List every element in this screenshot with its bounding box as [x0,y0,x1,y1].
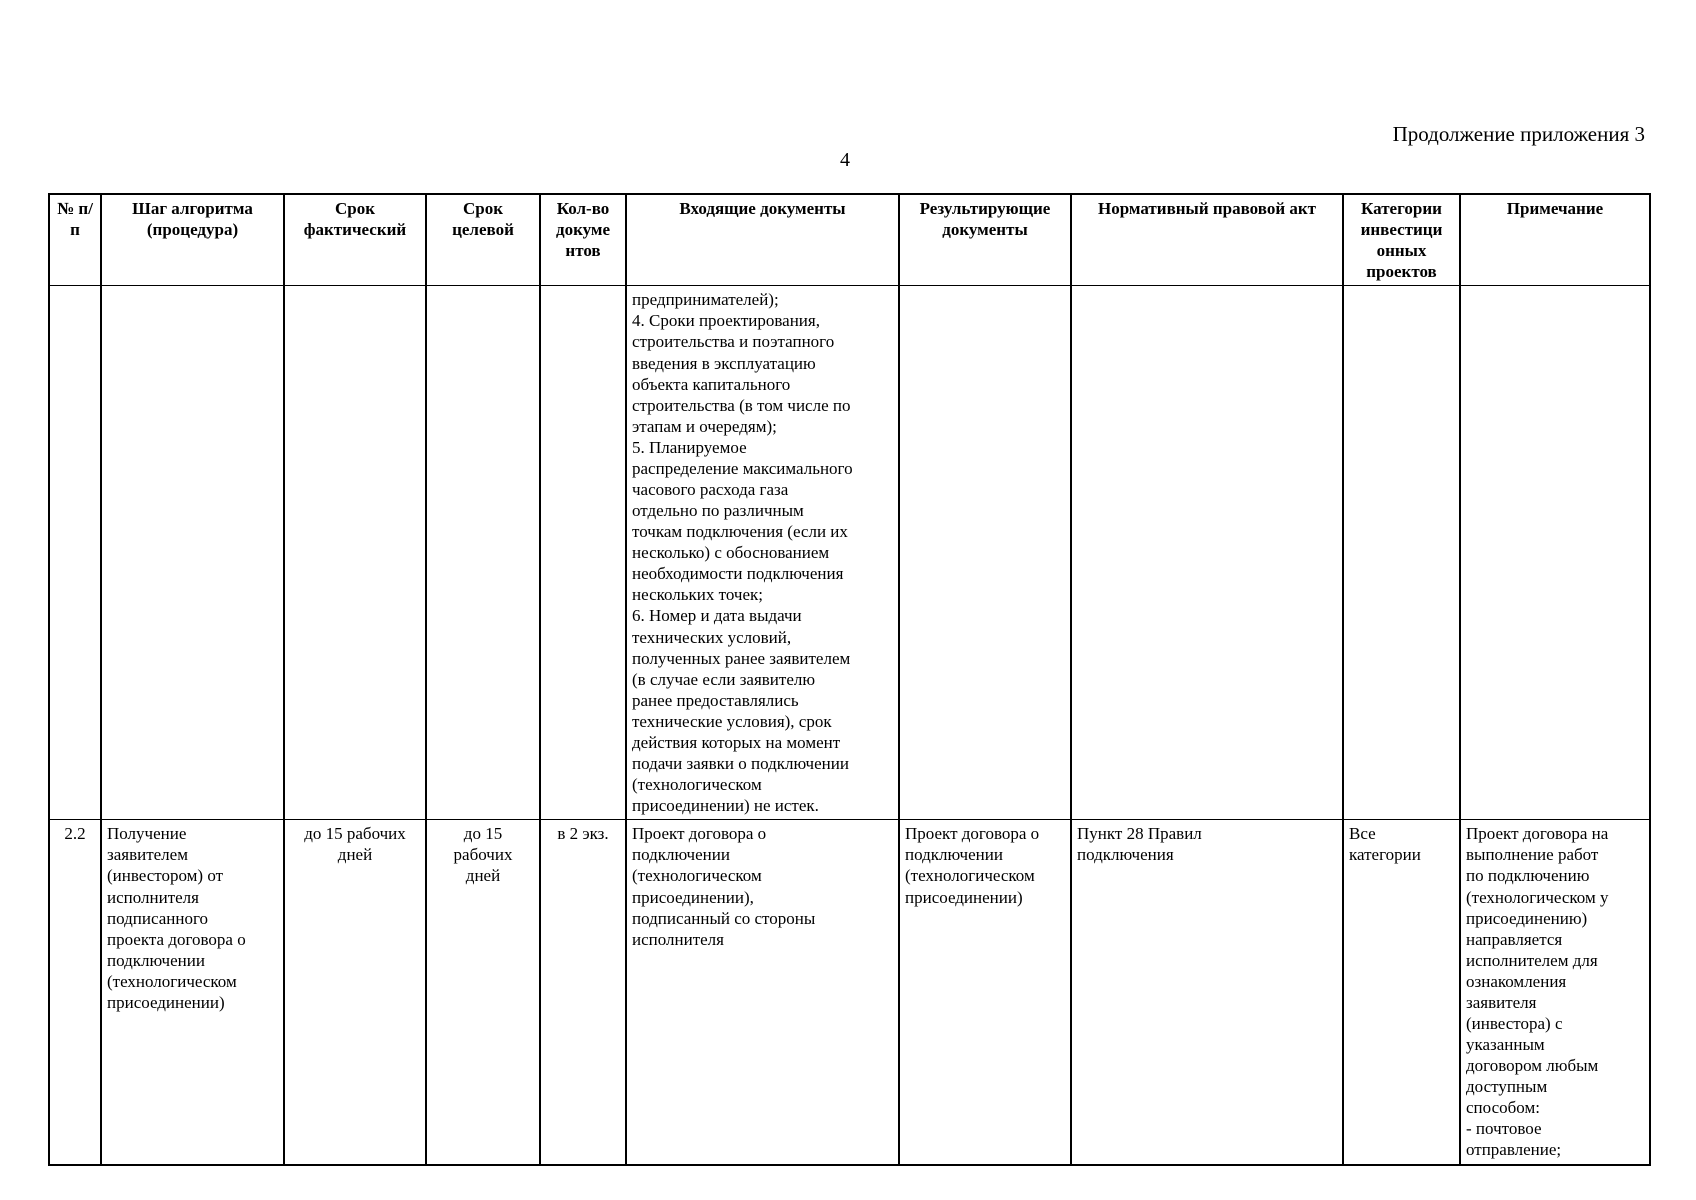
cell-result-docs [899,820,1071,1165]
text-line: (технологическом [905,866,1035,886]
text-line: (технологическом [632,866,762,886]
text-line: технические условия), срок [632,711,832,731]
col-header-step: Шаг алгоритма (процедура) [101,194,284,286]
text-line: полученных ранее заявителем [632,648,851,668]
text-line: несколько) с обоснованием [632,543,830,563]
table-row-2-2 [49,820,1650,1165]
cell-term-target [426,820,540,1165]
col-header-incoming-docs: Входящие документы [626,194,899,286]
text-line: подписанного [107,908,208,928]
text-line: действия которых на момент [632,732,841,752]
cell-number: 2.2 [49,820,101,1165]
table-header-row [49,194,1650,286]
text-line: присоединении) [107,992,225,1012]
col-header-legal-act: Нормативный правовой акт [1071,194,1343,286]
col-header-result-docs: Результирующие документы [899,194,1071,286]
text-line: (в случае если заявителю [632,669,816,689]
text-line: Все [1349,824,1376,844]
text-line: - почтовое [1466,1119,1542,1139]
text-line: присоединении) не истек. [632,796,819,816]
text-line: (технологическом [107,971,237,991]
text-line: подключения [1077,845,1174,865]
text-line: 6. Номер и дата выдачи [632,606,802,626]
text-line: объекта капитального [632,374,791,394]
text-line: технических условий, [632,627,792,647]
text-line: строительства и поэтапного [632,332,835,352]
cell-step [101,820,284,1165]
text-line: присоединении), [632,887,754,907]
text-line: часового расхода газа [632,480,789,500]
text-line: 4. Сроки проектирования, [632,311,820,331]
text-line: Получение [107,824,187,844]
text-line: заявителем [107,845,188,865]
text-line: доступным [1466,1077,1548,1097]
text-line: Проект договора на [1466,824,1609,844]
cell-term-target [426,286,540,820]
cell-incoming-docs [626,286,899,820]
text-line: подачи заявки о подключении [632,754,849,774]
text-line: присоединении) [905,887,1023,907]
text-line: распределение максимального [632,458,853,478]
text-line: исполнителем для [1466,950,1598,970]
text-line: направляется [1466,929,1563,949]
cell-step [101,286,284,820]
text-line: отдельно по различным [632,501,804,521]
cell-doc-count: в 2 экз. [540,820,626,1165]
cell-note [1460,286,1650,820]
cell-legal-act [1071,820,1343,1165]
text-line: (инвестором) от [107,866,224,886]
text-line: подключении [905,845,1003,865]
text-line: дней [337,845,373,865]
text-line: по подключению [1466,866,1590,886]
text-line: (технологическом у [1466,887,1609,907]
text-line: подключении [107,950,205,970]
text-line: договором любым [1466,1056,1599,1076]
text-line: до 15 [463,824,503,844]
text-line: указанным [1466,1035,1545,1055]
text-line: нескольких точек; [632,585,763,605]
page-number: 4 [840,149,850,171]
text-line: предпринимателей); [632,290,779,310]
text-line: (технологическом [632,775,762,795]
text-line: этапам и очередям); [632,416,777,436]
cell-number [49,286,101,820]
text-line: отправление; [1466,1140,1562,1160]
text-line: исполнителя [632,929,724,949]
text-line: проекта договора о [107,929,246,949]
col-header-categories: Категории инвестици онных проектов [1343,194,1460,286]
text-line: подключении [632,845,730,865]
text-line: способом: [1466,1098,1540,1118]
cell-doc-count [540,286,626,820]
cell-incoming-docs [626,820,899,1165]
text-line: Пункт 28 Правил [1077,824,1202,844]
text-line: подписанный со стороны [632,908,816,928]
text-line: заявителя [1466,992,1537,1012]
col-header-doc-count: Кол-во докуме нтов [540,194,626,286]
col-header-note: Примечание [1460,194,1650,286]
cell-term-actual [284,286,426,820]
text-line: присоединению) [1466,908,1588,928]
cell-term-actual [284,820,426,1165]
continuation-note: Продолжение приложения 3 [1392,122,1645,146]
text-line: категории [1349,845,1421,865]
text-line: рабочих [453,845,513,865]
cell-categories [1343,820,1460,1165]
text-line: необходимости подключения [632,564,844,584]
cell-categories [1343,286,1460,820]
text-line: точкам подключения (если их [632,522,848,542]
text-line: исполнителя [107,887,199,907]
text-line: до 15 рабочих [304,824,406,844]
procedure-table [48,193,1651,1166]
text-line: строительства (в том числе по [632,395,851,415]
col-header-term-actual: Срок фактический [284,194,426,286]
text-line: ознакомления [1466,971,1567,991]
text-line: введения в эксплуатацию [632,353,816,373]
text-line: Проект договора о [905,824,1040,844]
cell-result-docs [899,286,1071,820]
text-line: выполнение работ [1466,845,1599,865]
text-line: дней [465,866,501,886]
table-row-continuation [49,286,1650,820]
col-header-term-target: Срок целевой [426,194,540,286]
cell-note [1460,820,1650,1165]
text-line: 5. Планируемое [632,437,747,457]
text-line: ранее предоставлялись [632,690,799,710]
col-header-number: № п/п [49,194,101,286]
text-line: Проект договора о [632,824,767,844]
text-line: (инвестора) с [1466,1013,1563,1033]
cell-legal-act [1071,286,1343,820]
